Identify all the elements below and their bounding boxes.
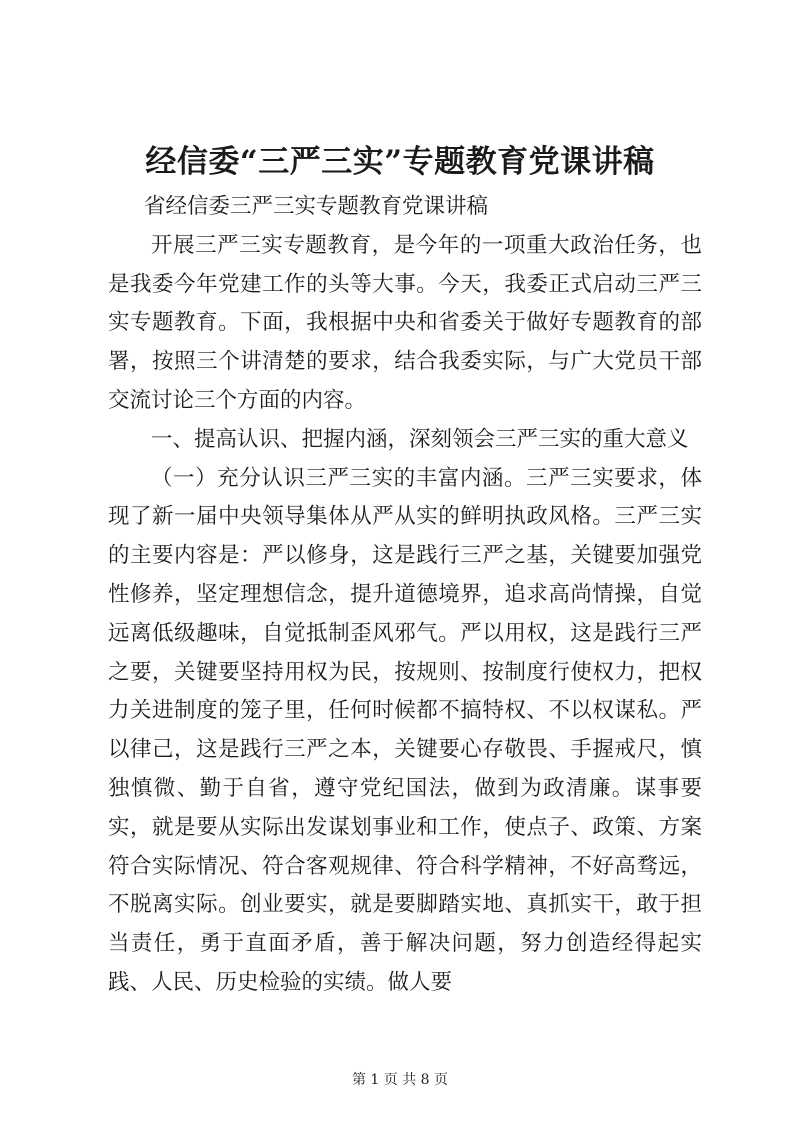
page-footer: 第 1 页 共 8 页 bbox=[351, 1072, 449, 1088]
section-heading: 一、提高认识、把握内涵，深刻领会三严三实的重大意义 bbox=[151, 426, 689, 452]
subtitle-paragraph: 省经信委三严三实专题教育党课讲稿 bbox=[144, 194, 489, 219]
body-paragraph: 开展三严三实专题教育，是今年的一项重大政治任务，也是我委今年党建工作的头等大事。今天，我委正式启动三严三实专题教育。下面，我根据中央和省委关于做好专题教育的部署，按照三个讲清楚的要求，结合我委实际，与广大党员干部交流讨论三个方面的内容。 bbox=[108, 232, 702, 413]
document-body bbox=[108, 188, 702, 1003]
document-title: 经信委“三严三实”专题教育党课讲稿 bbox=[145, 144, 655, 180]
body-paragraph: （一）充分认识三严三实的丰富内涵。三严三实要求，体现了新一届中央领导集体从严从实的鲜明执政风格。三严三实的主要内容是：严以修身，这是践行三严之基，关键要加强党性修养，坚定理想信念，提升道德境界，追求高尚情操，自觉远离低级趣味，自觉抵制歪风邪气。严以用权，这是践行三严之要，关键要坚持用权为民，按规则、按制度行使权力，把权力关进制度的笼子里，任何时候都不搞特权、不以权谋私。严以律己，这是践行三严之本，关键要心存敬畏、手握戒尺，慎独慎微、勤于自省，遵守党纪国法，做到为政清廉。谋事要实，就是要从实际出发谋划事业和工作，使点子、政策、方案符合实际情况、符合客观规律、符合科学精神，不好高骛远，不脱离实际。创业要实，就是要脚踏实地、真抓实干，敢于担当责任，勇于直面矛盾，善于解决问题，努力创造经得起实践、人民、历史检验的实绩。做人要 bbox=[108, 465, 702, 995]
